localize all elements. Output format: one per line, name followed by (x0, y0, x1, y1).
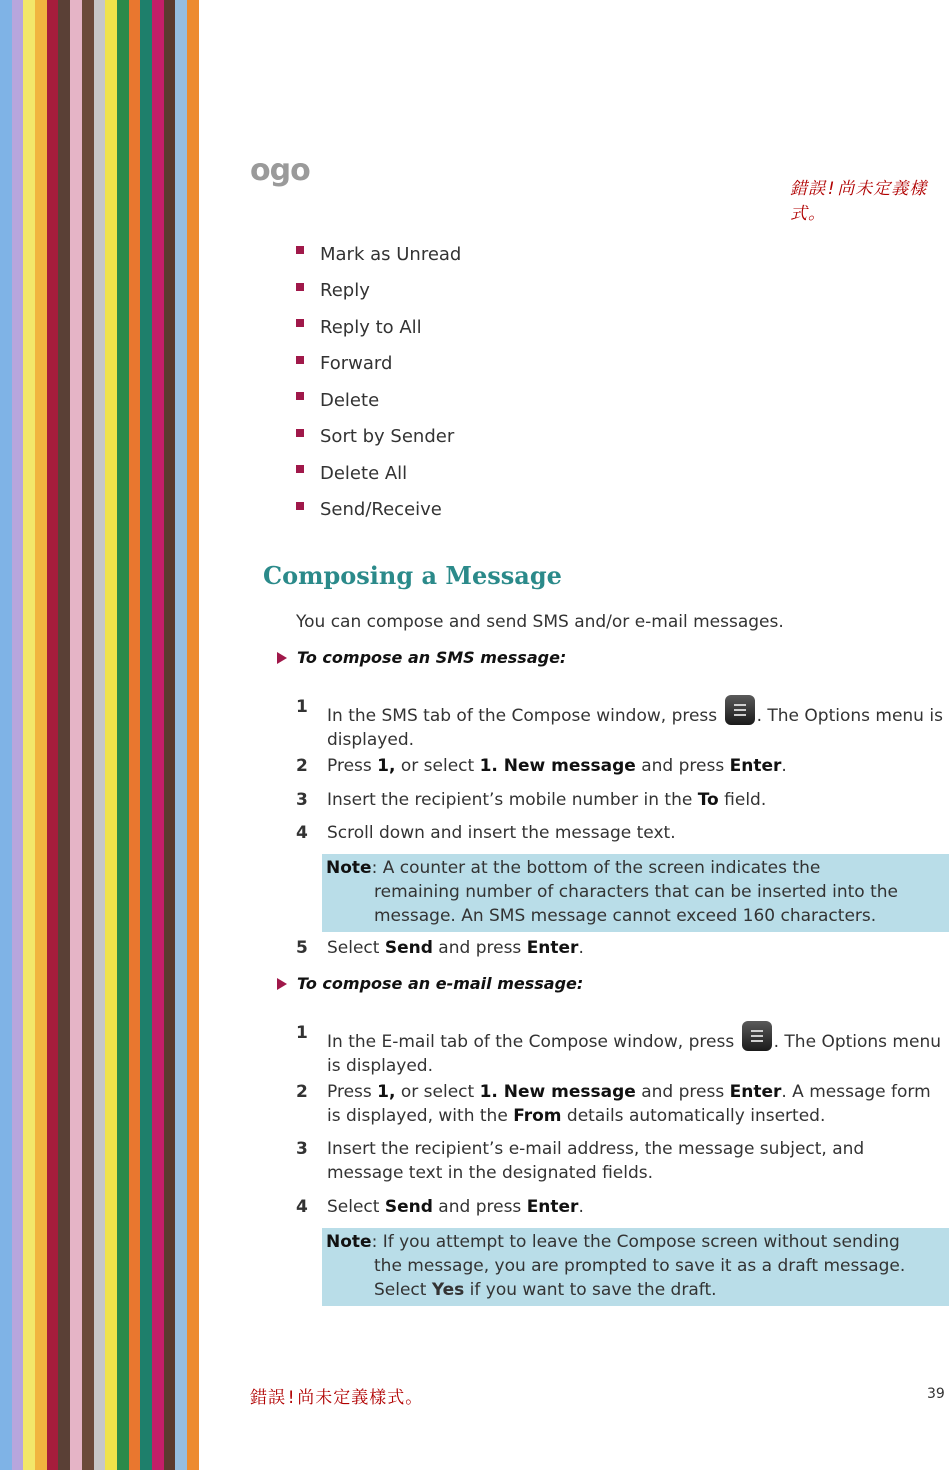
stripe (35, 0, 47, 1470)
stripe (140, 0, 152, 1470)
email-note: Note: If you attempt to leave the Compose screen without sending the message, you are prompted to save it as a draft message. Select Yes if you want to save the draft. (322, 1228, 949, 1306)
stripe (117, 0, 129, 1470)
ogo-logo (250, 150, 330, 190)
page-number: 39 (927, 1386, 945, 1402)
sms-step-5: 5 Select Send and press Enter. (296, 938, 584, 958)
sms-procedure-heading: To compose an SMS message: (277, 648, 566, 667)
stripe (47, 0, 59, 1470)
list-item: Sort by Sender (296, 419, 461, 456)
email-step-1: 1 In the E-mail tab of the Compose window, press . The Options menu is displayed. (296, 1023, 942, 1076)
stripe (70, 0, 82, 1470)
email-step-2: 2 Press 1, or select 1. New message and press Enter. A message form is displayed, with the From details automatically inserted. (296, 1082, 931, 1126)
stripe (105, 0, 117, 1470)
stripe (187, 0, 199, 1470)
list-item: Reply to All (296, 309, 461, 346)
options-menu-list (296, 236, 461, 528)
menu-key-icon (742, 1021, 772, 1051)
list-item: Delete All (296, 455, 461, 492)
section-intro: You can compose and send SMS and/or e-mail messages. (296, 612, 784, 632)
stripe (175, 0, 187, 1470)
decorative-stripe-band (0, 0, 200, 1470)
footer-style-error: 錯誤!尚未定義樣式。 (250, 1388, 424, 1408)
bullet-square-icon (296, 429, 304, 437)
email-procedure-heading: To compose an e-mail message: (277, 974, 583, 993)
list-item: Mark as Unread (296, 236, 461, 273)
list-item: Delete (296, 382, 461, 419)
sms-step-3: 3 Insert the recipient’s mobile number in the To field. (296, 790, 767, 810)
menu-key-icon (725, 695, 755, 725)
list-item: Forward (296, 346, 461, 383)
arrow-right-icon (277, 652, 287, 664)
stripe (82, 0, 94, 1470)
email-step-4: 4 Select Send and press Enter. (296, 1197, 584, 1217)
stripe (152, 0, 164, 1470)
stripe (94, 0, 106, 1470)
bullet-square-icon (296, 502, 304, 510)
sms-step-4: 4 Scroll down and insert the message text. (296, 823, 676, 843)
bullet-square-icon (296, 392, 304, 400)
stripe (0, 0, 12, 1470)
stripe (129, 0, 141, 1470)
header-style-error: 錯誤!尚未定義樣式。 (790, 179, 928, 224)
bullet-square-icon (296, 465, 304, 473)
sms-step-1: 1 In the SMS tab of the Compose window, press . The Options menu is displayed. (296, 697, 943, 750)
bullet-square-icon (296, 283, 304, 291)
list-item: Send/Receive (296, 492, 461, 529)
stripe (58, 0, 70, 1470)
svg-text:ogo: ogo (250, 153, 310, 188)
arrow-right-icon (277, 978, 287, 990)
bullet-square-icon (296, 319, 304, 327)
section-title: Composing a Message (263, 561, 562, 590)
bullet-square-icon (296, 356, 304, 364)
sms-step-2: 2 Press 1, or select 1. New message and press Enter. (296, 756, 787, 776)
sms-note: Note: A counter at the bottom of the screen indicates the remaining number of characters that can be inserted into the message. An SMS message cannot exceed 160 characters. (322, 854, 949, 932)
stripe (12, 0, 24, 1470)
bullet-square-icon (296, 246, 304, 254)
email-step-3: 3 Insert the recipient’s e-mail address, the message subject, and message text in the designated fields. (296, 1139, 865, 1183)
stripe (23, 0, 35, 1470)
list-item: Reply (296, 273, 461, 310)
stripe (164, 0, 176, 1470)
